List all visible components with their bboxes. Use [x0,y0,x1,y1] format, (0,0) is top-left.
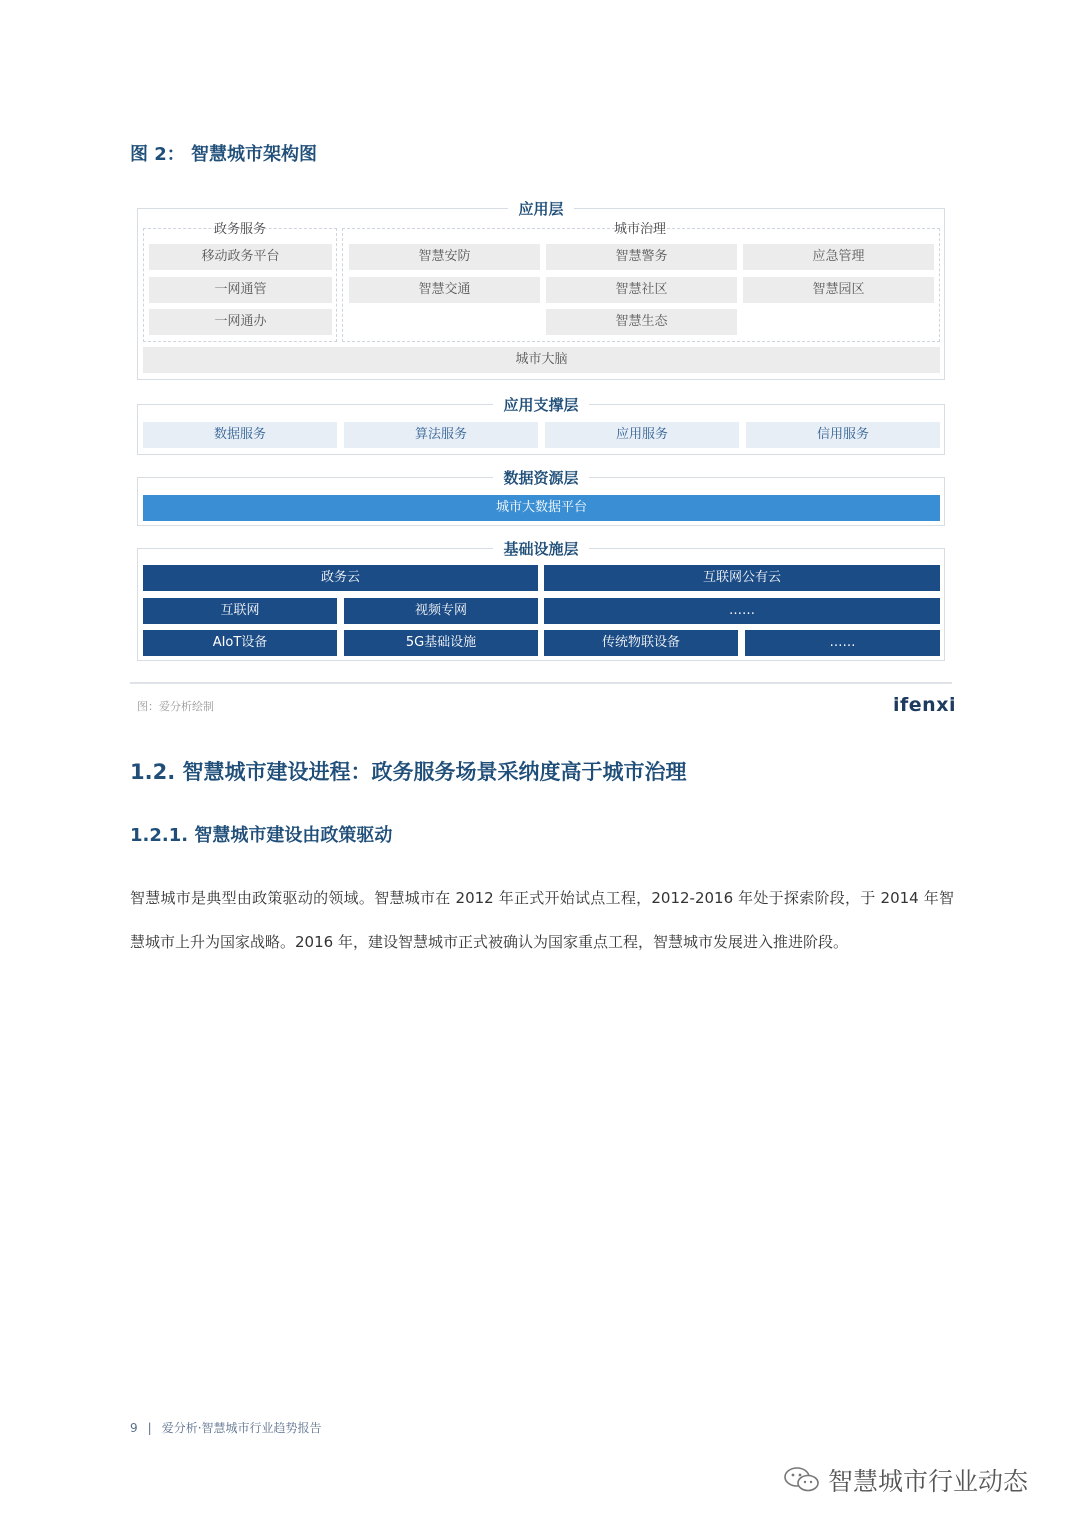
figure-source: 图：爱分析绘制 [137,700,214,713]
city-item: 智慧交通 [349,277,540,303]
city-item: 智慧警务 [546,244,737,270]
support-item: 应用服务 [545,422,739,448]
infra-item: 传统物联设备 [544,630,738,656]
gov-item: 一网通管 [149,277,332,303]
watermark [782,1462,1028,1498]
wechat-icon [782,1465,822,1495]
city-gov-heading: 城市治理 [613,222,666,237]
gov-item: 一网通办 [149,309,332,335]
support-item: 信用服务 [746,422,940,448]
footer-title: 爱分析·智慧城市行业趋势报告 [161,1421,322,1435]
page-footer [130,1419,322,1436]
gov-item: 移动政务平台 [149,244,332,270]
ifenxi-logo: ifenxi [893,694,956,716]
support-layer-title: 应用支撑层 [138,394,944,415]
infra-layer-title: 基础设施层 [138,538,944,559]
infra-item: 互联网公有云 [544,565,940,591]
infra-item: AIoT设备 [143,630,337,656]
gov-service-heading: 政务服务 [213,222,266,237]
watermark-text: 智慧城市行业动态 [828,1467,1029,1496]
body-paragraph: 智慧城市是典型由政策驱动的领域。智慧城市在 2012 年正式开始试点工程，2012-2016 年处于探索阶段，于 2014 年智慧城市上升为国家战略。2016 年，建设智慧城市正式被确认为国家重点工程，智慧城市发展进入推进阶段。 [130,889,954,951]
support-item: 数据服务 [143,422,337,448]
city-item: 应急管理 [743,244,934,270]
city-item: 智慧园区 [743,277,934,303]
city-item: 智慧生态 [546,309,737,335]
infra-item: 政务云 [143,565,538,591]
app-layer-title: 应用层 [138,198,944,219]
subsection-heading: 1.2.1. 智慧城市建设由政策驱动 [130,825,393,846]
page-number: 9 [130,1421,138,1435]
city-item: 智慧安防 [349,244,540,270]
figure-divider [130,682,952,684]
infra-item: 视频专网 [344,598,538,624]
city-brain: 城市大脑 [143,347,940,373]
infra-item: …… [544,598,940,624]
infra-item: 互联网 [143,598,337,624]
city-item: 智慧社区 [546,277,737,303]
figure-title: 图 2： 智慧城市架构图 [130,144,318,165]
support-item: 算法服务 [344,422,538,448]
infra-item: 5G基础设施 [344,630,538,656]
footer-separator: | [147,1421,152,1435]
data-layer-title: 数据资源层 [138,467,944,488]
infra-item: …… [745,630,940,656]
big-data-platform: 城市大数据平台 [143,495,940,521]
section-heading: 1.2. 智慧城市建设进程：政务服务场景采纳度高于城市治理 [130,760,687,784]
